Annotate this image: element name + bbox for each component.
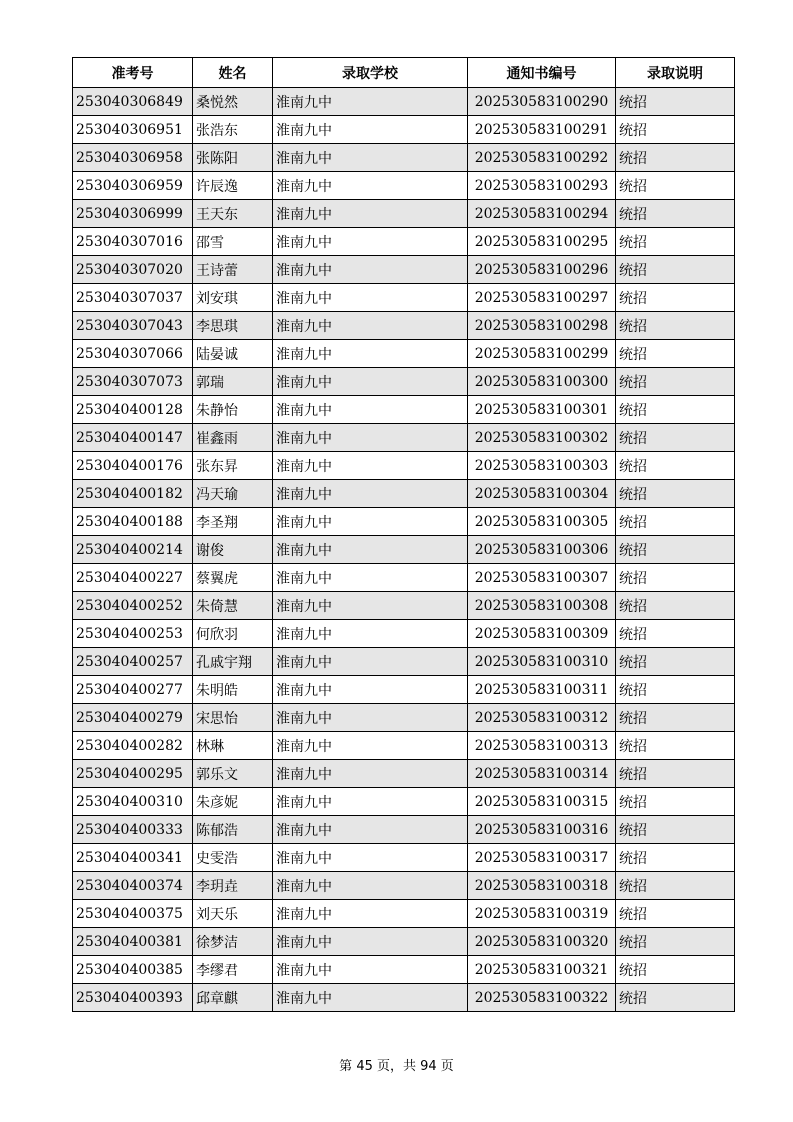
cell-school: 淮南九中: [273, 228, 468, 256]
cell-school: 淮南九中: [273, 116, 468, 144]
cell-admission-note: 统招: [616, 368, 735, 396]
cell-exam-number: 253040307016: [73, 228, 193, 256]
cell-admission-note: 统招: [616, 900, 735, 928]
cell-admission-note: 统招: [616, 788, 735, 816]
cell-name: 王天东: [193, 200, 273, 228]
table-row: [73, 844, 735, 872]
cell-exam-number: 253040400188: [73, 508, 193, 536]
table-row: [73, 872, 735, 900]
cell-name: 朱明皓: [193, 676, 273, 704]
cell-school: 淮南九中: [273, 340, 468, 368]
cell-notice-number: 202530583100293: [468, 172, 616, 200]
cell-admission-note: 统招: [616, 760, 735, 788]
cell-admission-note: 统招: [616, 956, 735, 984]
cell-exam-number: 253040400282: [73, 732, 193, 760]
cell-school: 淮南九中: [273, 872, 468, 900]
table-row: [73, 564, 735, 592]
header-name: 姓名: [193, 58, 273, 88]
cell-exam-number: 253040306958: [73, 144, 193, 172]
cell-admission-note: 统招: [616, 564, 735, 592]
cell-notice-number: 202530583100302: [468, 424, 616, 452]
cell-admission-note: 统招: [616, 508, 735, 536]
cell-exam-number: 253040400375: [73, 900, 193, 928]
cell-notice-number: 202530583100309: [468, 620, 616, 648]
cell-admission-note: 统招: [616, 620, 735, 648]
cell-school: 淮南九中: [273, 396, 468, 424]
cell-school: 淮南九中: [273, 284, 468, 312]
cell-admission-note: 统招: [616, 144, 735, 172]
table-row: [73, 508, 735, 536]
cell-admission-note: 统招: [616, 872, 735, 900]
cell-name: 史雯浩: [193, 844, 273, 872]
cell-exam-number: 253040400182: [73, 480, 193, 508]
admission-table: [72, 57, 735, 1012]
cell-exam-number: 253040400310: [73, 788, 193, 816]
cell-school: 淮南九中: [273, 732, 468, 760]
cell-exam-number: 253040400333: [73, 816, 193, 844]
cell-school: 淮南九中: [273, 172, 468, 200]
cell-name: 孔戚宇翔: [193, 648, 273, 676]
cell-school: 淮南九中: [273, 424, 468, 452]
cell-notice-number: 202530583100303: [468, 452, 616, 480]
cell-notice-number: 202530583100299: [468, 340, 616, 368]
table-row: [73, 900, 735, 928]
cell-admission-note: 统招: [616, 928, 735, 956]
cell-admission-note: 统招: [616, 424, 735, 452]
cell-notice-number: 202530583100305: [468, 508, 616, 536]
cell-admission-note: 统招: [616, 732, 735, 760]
cell-admission-note: 统招: [616, 536, 735, 564]
footer-total-pages: 94: [420, 1059, 437, 1074]
cell-notice-number: 202530583100292: [468, 144, 616, 172]
cell-exam-number: 253040307037: [73, 284, 193, 312]
footer-page-number: 45: [356, 1059, 373, 1074]
cell-name: 刘安琪: [193, 284, 273, 312]
cell-school: 淮南九中: [273, 620, 468, 648]
table-row: [73, 144, 735, 172]
table-row: [73, 984, 735, 1012]
cell-name: 朱彦妮: [193, 788, 273, 816]
cell-exam-number: 253040306959: [73, 172, 193, 200]
table-row: [73, 340, 735, 368]
table-row: [73, 648, 735, 676]
table-row: [73, 620, 735, 648]
cell-school: 淮南九中: [273, 788, 468, 816]
cell-school: 淮南九中: [273, 256, 468, 284]
cell-exam-number: 253040400295: [73, 760, 193, 788]
cell-name: 林琳: [193, 732, 273, 760]
cell-school: 淮南九中: [273, 452, 468, 480]
table-row: [73, 116, 735, 144]
cell-name: 蔡翼虎: [193, 564, 273, 592]
cell-exam-number: 253040400393: [73, 984, 193, 1012]
table-row: [73, 704, 735, 732]
cell-admission-note: 统招: [616, 200, 735, 228]
cell-school: 淮南九中: [273, 704, 468, 732]
cell-name: 刘天乐: [193, 900, 273, 928]
table-row: [73, 312, 735, 340]
cell-notice-number: 202530583100301: [468, 396, 616, 424]
cell-admission-note: 统招: [616, 676, 735, 704]
cell-school: 淮南九中: [273, 760, 468, 788]
cell-notice-number: 202530583100315: [468, 788, 616, 816]
table-row: [73, 732, 735, 760]
header-school: 录取学校: [273, 58, 468, 88]
cell-notice-number: 202530583100316: [468, 816, 616, 844]
footer-middle: 页，共: [372, 1059, 421, 1074]
cell-admission-note: 统招: [616, 592, 735, 620]
cell-notice-number: 202530583100314: [468, 760, 616, 788]
cell-notice-number: 202530583100306: [468, 536, 616, 564]
table-row: [73, 592, 735, 620]
cell-exam-number: 253040400257: [73, 648, 193, 676]
cell-exam-number: 253040400381: [73, 928, 193, 956]
cell-name: 徐梦洁: [193, 928, 273, 956]
cell-exam-number: 253040400214: [73, 536, 193, 564]
cell-school: 淮南九中: [273, 368, 468, 396]
cell-exam-number: 253040400252: [73, 592, 193, 620]
footer-prefix: 第: [339, 1059, 357, 1074]
cell-notice-number: 202530583100297: [468, 284, 616, 312]
cell-school: 淮南九中: [273, 984, 468, 1012]
cell-name: 宋思怡: [193, 704, 273, 732]
header-notice-number: 通知书编号: [468, 58, 616, 88]
cell-notice-number: 202530583100310: [468, 648, 616, 676]
cell-exam-number: 253040306951: [73, 116, 193, 144]
cell-exam-number: 253040400277: [73, 676, 193, 704]
header-exam-number: 准考号: [73, 58, 193, 88]
cell-school: 淮南九中: [273, 312, 468, 340]
table-row: [73, 536, 735, 564]
cell-admission-note: 统招: [616, 312, 735, 340]
cell-notice-number: 202530583100307: [468, 564, 616, 592]
cell-school: 淮南九中: [273, 592, 468, 620]
table-body: [73, 88, 735, 1012]
cell-notice-number: 202530583100296: [468, 256, 616, 284]
cell-notice-number: 202530583100320: [468, 928, 616, 956]
cell-school: 淮南九中: [273, 648, 468, 676]
cell-admission-note: 统招: [616, 116, 735, 144]
cell-name: 朱倚慧: [193, 592, 273, 620]
cell-exam-number: 253040307043: [73, 312, 193, 340]
cell-name: 何欣羽: [193, 620, 273, 648]
cell-notice-number: 202530583100312: [468, 704, 616, 732]
cell-name: 郭乐文: [193, 760, 273, 788]
cell-exam-number: 253040307073: [73, 368, 193, 396]
cell-admission-note: 统招: [616, 816, 735, 844]
cell-admission-note: 统招: [616, 172, 735, 200]
cell-school: 淮南九中: [273, 928, 468, 956]
table-row: [73, 368, 735, 396]
table-header: [73, 58, 735, 88]
cell-school: 淮南九中: [273, 536, 468, 564]
cell-school: 淮南九中: [273, 844, 468, 872]
cell-exam-number: 253040400279: [73, 704, 193, 732]
cell-exam-number: 253040400147: [73, 424, 193, 452]
cell-school: 淮南九中: [273, 676, 468, 704]
cell-admission-note: 统招: [616, 396, 735, 424]
cell-name: 邱章麒: [193, 984, 273, 1012]
cell-name: 冯天瑜: [193, 480, 273, 508]
table-row: [73, 228, 735, 256]
cell-admission-note: 统招: [616, 984, 735, 1012]
cell-notice-number: 202530583100317: [468, 844, 616, 872]
cell-notice-number: 202530583100308: [468, 592, 616, 620]
table-row: [73, 788, 735, 816]
cell-exam-number: 253040400128: [73, 396, 193, 424]
table-row: [73, 676, 735, 704]
table-row: [73, 928, 735, 956]
table-row: [73, 424, 735, 452]
cell-school: 淮南九中: [273, 508, 468, 536]
cell-notice-number: 202530583100290: [468, 88, 616, 116]
cell-exam-number: 253040306999: [73, 200, 193, 228]
cell-name: 桑悦然: [193, 88, 273, 116]
cell-exam-number: 253040400253: [73, 620, 193, 648]
cell-notice-number: 202530583100298: [468, 312, 616, 340]
cell-exam-number: 253040400341: [73, 844, 193, 872]
cell-admission-note: 统招: [616, 256, 735, 284]
cell-notice-number: 202530583100313: [468, 732, 616, 760]
cell-exam-number: 253040400176: [73, 452, 193, 480]
cell-notice-number: 202530583100322: [468, 984, 616, 1012]
header-row: [73, 58, 735, 88]
cell-admission-note: 统招: [616, 480, 735, 508]
table-row: [73, 284, 735, 312]
table-row: [73, 172, 735, 200]
cell-school: 淮南九中: [273, 900, 468, 928]
cell-name: 许辰逸: [193, 172, 273, 200]
table-row: [73, 200, 735, 228]
table-row: [73, 816, 735, 844]
cell-name: 邵雪: [193, 228, 273, 256]
cell-admission-note: 统招: [616, 844, 735, 872]
cell-name: 陈郁浩: [193, 816, 273, 844]
cell-school: 淮南九中: [273, 88, 468, 116]
cell-notice-number: 202530583100318: [468, 872, 616, 900]
cell-name: 张陈阳: [193, 144, 273, 172]
cell-name: 谢俊: [193, 536, 273, 564]
cell-exam-number: 253040400374: [73, 872, 193, 900]
cell-name: 王诗蕾: [193, 256, 273, 284]
cell-school: 淮南九中: [273, 816, 468, 844]
cell-notice-number: 202530583100304: [468, 480, 616, 508]
cell-name: 李思琪: [193, 312, 273, 340]
footer-suffix: 页: [436, 1059, 454, 1074]
cell-notice-number: 202530583100319: [468, 900, 616, 928]
header-admission-note: 录取说明: [616, 58, 735, 88]
cell-admission-note: 统招: [616, 648, 735, 676]
cell-admission-note: 统招: [616, 284, 735, 312]
cell-school: 淮南九中: [273, 144, 468, 172]
cell-name: 张东昇: [193, 452, 273, 480]
cell-exam-number: 253040400385: [73, 956, 193, 984]
cell-name: 郭瑞: [193, 368, 273, 396]
cell-notice-number: 202530583100300: [468, 368, 616, 396]
cell-notice-number: 202530583100295: [468, 228, 616, 256]
cell-school: 淮南九中: [273, 200, 468, 228]
cell-name: 李玥垚: [193, 872, 273, 900]
cell-name: 李圣翔: [193, 508, 273, 536]
table-row: [73, 88, 735, 116]
page-footer: [0, 1055, 793, 1074]
cell-admission-note: 统招: [616, 228, 735, 256]
cell-exam-number: 253040400227: [73, 564, 193, 592]
cell-name: 陆晏诚: [193, 340, 273, 368]
cell-admission-note: 统招: [616, 88, 735, 116]
cell-notice-number: 202530583100321: [468, 956, 616, 984]
cell-exam-number: 253040307066: [73, 340, 193, 368]
cell-name: 李缪君: [193, 956, 273, 984]
cell-admission-note: 统招: [616, 340, 735, 368]
cell-name: 朱静怡: [193, 396, 273, 424]
table-row: [73, 760, 735, 788]
cell-school: 淮南九中: [273, 564, 468, 592]
cell-school: 淮南九中: [273, 956, 468, 984]
cell-exam-number: 253040307020: [73, 256, 193, 284]
cell-school: 淮南九中: [273, 480, 468, 508]
cell-name: 崔鑫雨: [193, 424, 273, 452]
table-row: [73, 956, 735, 984]
cell-notice-number: 202530583100294: [468, 200, 616, 228]
cell-name: 张浩东: [193, 116, 273, 144]
table-row: [73, 396, 735, 424]
cell-notice-number: 202530583100291: [468, 116, 616, 144]
table-row: [73, 480, 735, 508]
cell-exam-number: 253040306849: [73, 88, 193, 116]
cell-admission-note: 统招: [616, 452, 735, 480]
cell-admission-note: 统招: [616, 704, 735, 732]
cell-notice-number: 202530583100311: [468, 676, 616, 704]
table-row: [73, 452, 735, 480]
table-row: [73, 256, 735, 284]
